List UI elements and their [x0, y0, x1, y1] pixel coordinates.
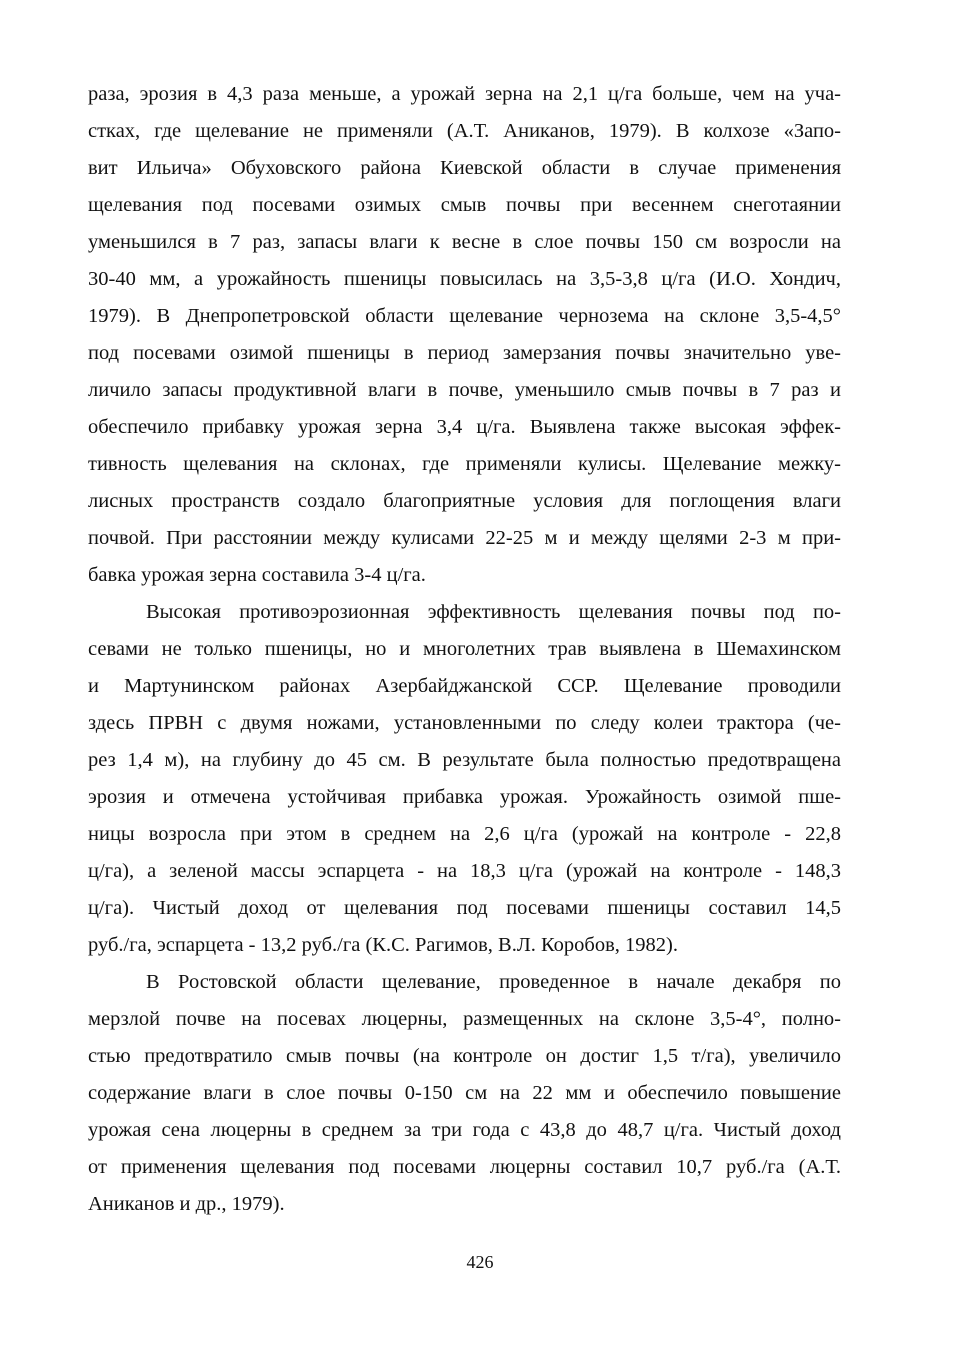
text-line: В Ростовской области щелевание, проведенное в начале декабря по [146, 971, 841, 993]
paragraph-2 [88, 594, 841, 964]
paragraph-1 [88, 76, 841, 594]
text-line: рез 1,4 м), на глубину до 45 см. В результате была полностью предотвращена [88, 749, 841, 771]
body-text [88, 76, 841, 1223]
text-line: бавка урожая зерна составила 3-4 ц/га. [88, 564, 426, 586]
text-line: от применения щелевания под посевами люцерны составил 10,7 руб./га (А.Т. [88, 1156, 841, 1178]
text-line: эрозия и отмечена устойчивая прибавка урожая. Урожайность озимой пше- [88, 786, 841, 808]
text-line: уменьшился в 7 раз, запасы влаги к весне в слое почвы 150 см возросли на [88, 231, 841, 253]
text-line: вит Ильича» Обуховского района Киевской области в случае применения [88, 157, 841, 179]
text-line: Высокая противоэрозионная эффективность щелевания почвы под по- [146, 601, 841, 623]
text-line: ницы возросла при этом в среднем на 2,6 ц/га (урожай на контроле - 22,8 [88, 823, 841, 845]
text-line: мерзлой почве на посевах люцерны, размещенных на склоне 3,5-4°, полно- [88, 1008, 841, 1030]
text-line: и Мартунинском районах Азербайджанской ССР. Щелевание проводили [88, 675, 841, 697]
text-line: севами не только пшеницы, но и многолетних трав выявлена в Шемахинском [88, 638, 841, 660]
text-line: стью предотвратило смыв почвы (на контроле он достиг 1,5 т/га), увеличило [88, 1045, 841, 1067]
text-line: ц/га). Чистый доход от щелевания под посевами пшеницы составил 14,5 [88, 897, 841, 919]
text-line: стках, где щелевание не применяли (А.Т. Аниканов, 1979). В колхозе «Запо- [88, 120, 841, 142]
text-line: личило запасы продуктивной влаги в почве, уменьшило смыв почвы в 7 раз и [88, 379, 841, 401]
text-line: Аниканов и др., 1979). [88, 1193, 285, 1215]
text-line: ц/га), а зеленой массы эспарцета - на 18,3 ц/га (урожай на контроле - 148,3 [88, 860, 841, 882]
text-line: 1979). В Днепропетровской области щелевание чернозема на склоне 3,5-4,5° [88, 305, 841, 327]
text-line: содержание влаги в слое почвы 0-150 см на 22 мм и обеспечило повышение [88, 1082, 841, 1104]
text-line: лисных пространств создало благоприятные условия для поглощения влаги [88, 490, 841, 512]
text-line: под посевами озимой пшеницы в период замерзания почвы значительно уве- [88, 342, 841, 364]
page-number: 426 [466, 1252, 494, 1272]
text-line: раза, эрозия в 4,3 раза меньше, а урожай зерна на 2,1 ц/га больше, чем на уча- [88, 83, 841, 105]
text-line: руб./га, эспарцета - 13,2 руб./га (К.С. Рагимов, В.Л. Коробов, 1982). [88, 934, 678, 956]
text-line: тивность щелевания на склонах, где применяли кулисы. Щелевание межку- [88, 453, 841, 475]
paragraph-3 [88, 964, 841, 1223]
text-line: здесь ПРВН с двумя ножами, установленными по следу колеи трактора (че- [88, 712, 841, 734]
text-line: почвой. При расстоянии между кулисами 22-25 м и между щелями 2-3 м при- [88, 527, 841, 549]
text-line: обеспечило прибавку урожая зерна 3,4 ц/га. Выявлена также высокая эффек- [88, 416, 841, 438]
text-line: 30-40 мм, а урожайность пшеницы повысилась на 3,5-3,8 ц/га (И.О. Хондич, [88, 268, 841, 290]
text-line: щелевания под посевами озимых смыв почвы при весеннем снеготаянии [88, 194, 841, 216]
text-line: урожая сена люцерны в среднем за три года с 43,8 до 48,7 ц/га. Чистый доход [88, 1119, 841, 1141]
